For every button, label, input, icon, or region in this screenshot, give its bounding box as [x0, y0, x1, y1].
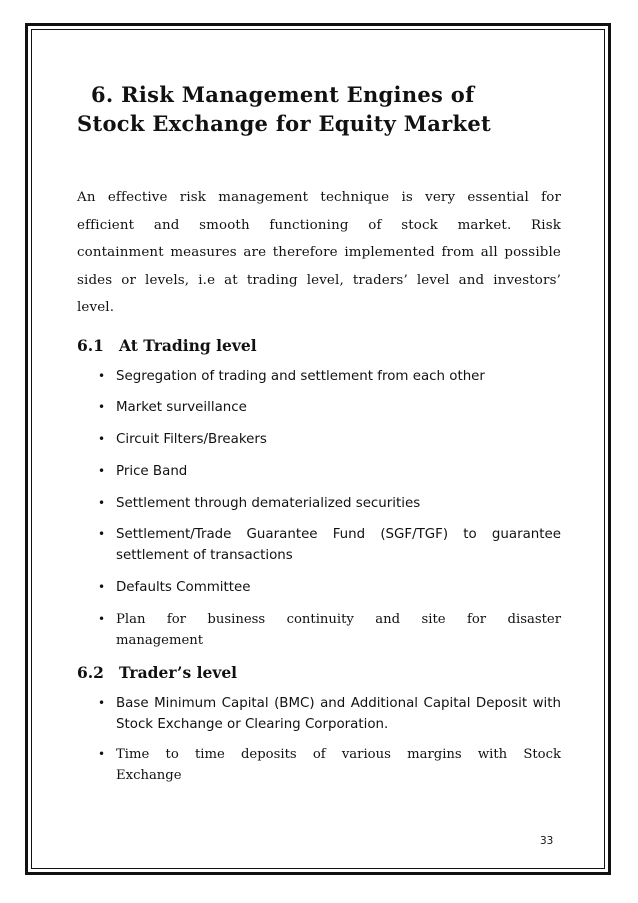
trading-level-list: [77, 366, 561, 652]
bullet-icon: •: [98, 580, 106, 595]
bullet-icon: •: [98, 747, 106, 762]
section-number: 6.2: [77, 662, 104, 682]
section-title: Trader’s level: [119, 662, 238, 682]
traders-level-list: [77, 693, 561, 787]
chapter-title-line-1: 6. Risk Management Engines of: [91, 82, 475, 107]
page-content: [77, 80, 561, 796]
chapter-title-line-2: Stock Exchange for Equity Market: [77, 111, 492, 136]
page-number: 33: [540, 835, 554, 847]
list-item: • Defaults Committee: [77, 577, 561, 598]
bullet-icon: •: [98, 695, 106, 710]
list-item: • Time to time deposits of various margins with Stock Exchange: [77, 744, 561, 786]
list-item: • Settlement through dematerialized securities: [77, 493, 561, 514]
bullet-icon: •: [98, 495, 106, 510]
list-item: • Market surveillance: [77, 397, 561, 418]
list-item: • Price Band: [77, 461, 561, 482]
bullet-icon: •: [98, 612, 106, 627]
bullet-icon: •: [98, 432, 106, 447]
section-title: At Trading level: [119, 335, 257, 355]
section-number: 6.1: [77, 335, 104, 355]
list-item: • Base Minimum Capital (BMC) and Additional Capital Deposit with Stock Exchange or Clearing Corporation.: [77, 693, 561, 735]
bullet-icon: •: [98, 463, 106, 478]
list-item: • Plan for business continuity and site for disaster management: [77, 609, 561, 651]
bullet-icon: •: [98, 527, 106, 542]
bullet-icon: •: [98, 368, 106, 383]
list-item: • Segregation of trading and settlement from each other: [77, 366, 561, 387]
section-heading-trading-level: [77, 335, 561, 357]
bullet-icon: •: [98, 400, 106, 415]
chapter-title: [77, 80, 561, 138]
list-item: • Circuit Filters/Breakers: [77, 429, 561, 450]
intro-paragraph: An effective risk management technique is very essential for efficient and smooth functioning of stock market. Risk containment measures are therefore implemented from all possible sides or levels, i.e at trading level, traders’ level and investors’ level.: [77, 190, 561, 315]
list-item: • Settlement/Trade Guarantee Fund (SGF/TGF) to guarantee settlement of transactions: [77, 524, 561, 566]
section-heading-traders-level: [77, 662, 561, 684]
